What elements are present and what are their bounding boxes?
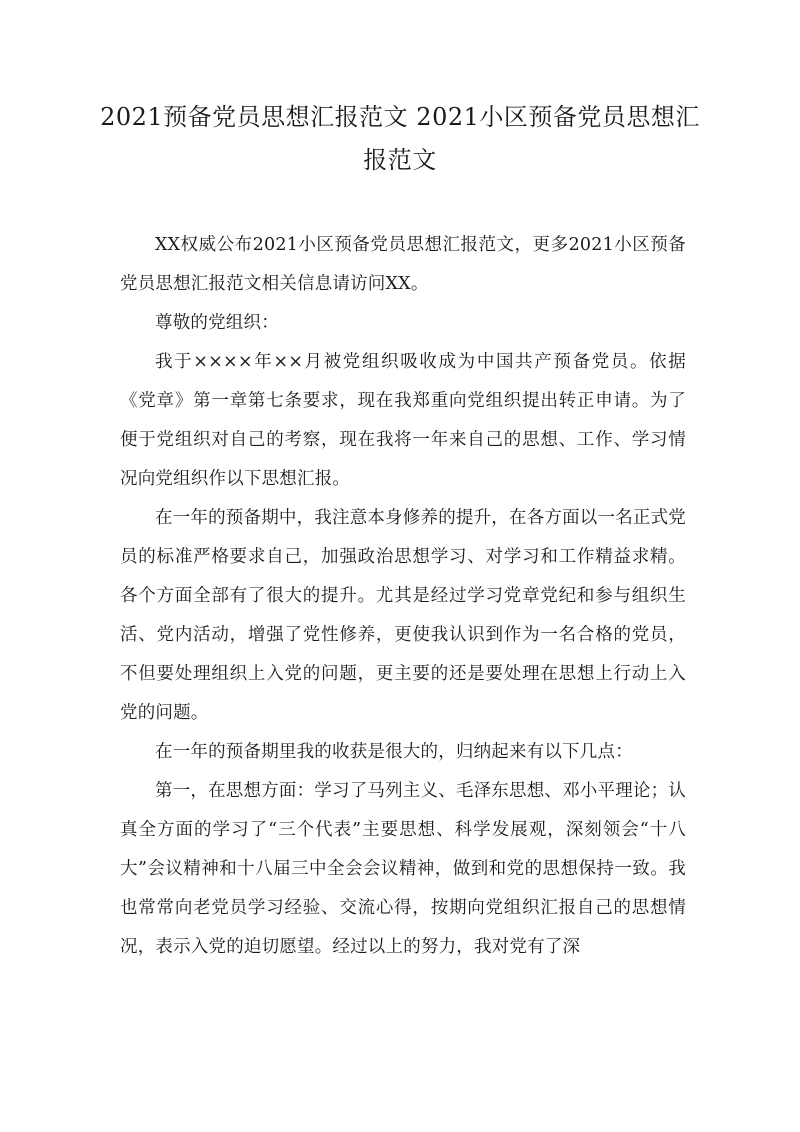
body-paragraph: 第一，在思想方面：学习了马列主义、毛泽东思想、邓小平理论；认真全方面的学习了“三个代表”主要思想、科学发展观，深刻领会“十八大”会议精神和十八届三中全会会议精神，做到和党的思想保持一致。我也常常向老党员学习经验、交流心得，按期向党组织汇报自己的思想情况，表示入党的迫切愿望。经过以上的努力，我对党有了深 bbox=[120, 781, 686, 957]
salutation: 尊敬的党组织： bbox=[155, 313, 279, 333]
intro-paragraph: XX权威公布2021小区预备党员思想汇报范文，更多2021小区预备党员思想汇报范文相关信息请访问XX。 bbox=[120, 235, 686, 294]
body-paragraph: 在一年的预备期中，我注意本身修养的提升，在各方面以一名正式党员的标准严格要求自己，加强政治思想学习、对学习和工作精益求精。各个方面全部有了很大的提升。尤其是经过学习党章党纪和参与组织生活、党内活动，增强了党性修养，更使我认识到作为一名合格的党员，不但要处理组织上入党的问题，更主要的还是要处理在思想上行动上入党的问题。 bbox=[120, 508, 686, 723]
body-paragraph: 我于××××年××月被党组织吸收成为中国共产预备党员。依据《党章》第一章第七条要求，现在我郑重向党组织提出转正申请。为了便于党组织对自己的考察，现在我将一年来自己的思想、工作、学习情况向党组织作以下思想汇报。 bbox=[120, 352, 686, 489]
body-paragraph: 在一年的预备期里我的收获是很大的，归纳起来有以下几点： bbox=[155, 742, 633, 762]
document-body bbox=[120, 226, 686, 967]
document-title: 2021预备党员思想汇报范文 2021小区预备党员思想汇报范文 bbox=[100, 103, 700, 174]
